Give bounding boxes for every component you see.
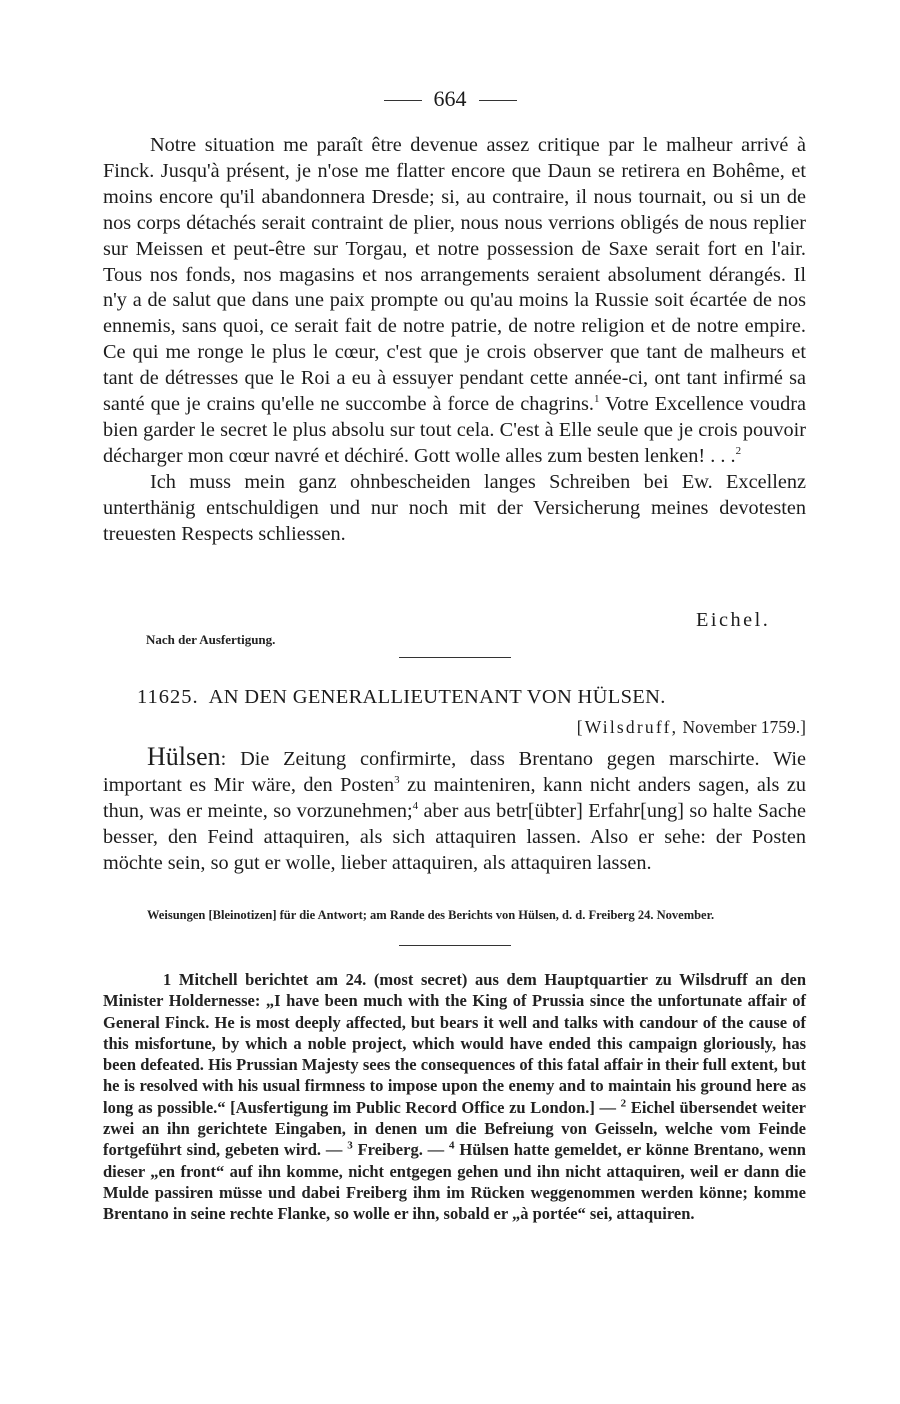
letter-body: [103, 133, 806, 548]
instruction-note: Weisungen [Bleinotizen] für die Antwort; am Rande des Berichts von Hülsen, d. d. Freiberg 24. November.: [147, 908, 715, 922]
document-heading: [137, 686, 666, 709]
footnote-3: Freiberg. —: [352, 1140, 450, 1160]
dateline: [577, 717, 806, 738]
footnote-mark: 4: [412, 800, 419, 813]
document-number: 11625.: [137, 686, 199, 708]
footnote-1: Mitchell berichtet am 24. (most secret) aus dem Hauptquartier zu Wilsdruff an den Minister Holdernesse: „I have been much with the King of Prussia since the unfortunate affair of General Finck. He is most deeply affected, but bears it well and talks with candour of the cause of this misfortune, by which a noble project, which would have ended this campaign gloriously, has been defeated. His Prussian Majesty sees the consequences of this fatal affair in their full extent, but he is resolved with his usual firmness to impose upon the enemy and to maintain his ground here as long as possible.“ [Ausfertigung im Public Record Office zu London.] —: [103, 970, 806, 1117]
page-number: 664: [433, 86, 467, 111]
header-dash-right: [479, 100, 517, 101]
page-header: [0, 86, 900, 112]
footnote-number: 3: [347, 1139, 353, 1152]
signature: Eichel.: [696, 609, 771, 631]
footnote-number: 4: [449, 1139, 455, 1152]
footnote-mark: 3: [394, 774, 400, 787]
document-text: Hülsen: Die Zeitung confirmirte, dass Brentano gegen marschirte. Wie important es Mir wäre, den Posten$^3$ zu mainteniren, kann nicht anders sagen, als zu thun, was er meinte, so vorzunehmen;$^4$ aber aus betr[übter] Erfahr[ung] so halte Sache besser, den Feind attaquiren, als sich attaquiren lassen. Also er sehe: der Posten möchte sein, so gut er wolle, lieber attaquiren, als attaquiren lassen.: [103, 742, 807, 874]
document-title: AN DEN GENERALLIEUTENANT VON HÜLSEN.: [208, 686, 666, 708]
header-dash-left: [384, 100, 422, 101]
letter-paragraph-1: Notre situation me paraît être devenue assez critique par le malheur arrivé à Finck. Jusqu'à présent, je n'ose me flatter encore que Daun se retirera en Bohême, et moins encore qu'il abandonnera Dresde; si, au contraire, il nous tournait, ou si un de nos corps détachés serait contraint de plier, nous nous verrions obligés de nous replier sur Meissen et peut-être sur Torgau, et notre possession de Saxe serait fort en l'air. Tous nos fonds, nos magasins et nos arrangements seraient absolument dérangés. Il n'y a de salut que dans une paix prompte ou qu'au moins la Russie soit écartée de nos ennemis, sans quoi, ce serait fait de notre patrie, de notre religion et de notre empire. Ce qui me ronge le plus le cœur, c'est que je crois observer que tant de malheurs et tant de détresses que le Roi a eu à essuyer pendant cette année-ci, ont tant infirmé sa santé que je crains qu'elle ne succombe à force de chagrins.$^1$ Votre Excellence voudra bien garder le secret le plus absolu sur tout cela. C'est à Elle seule que je crois pouvoir décharger mon cœur navré et déchiré. Gott wolle alles zum besten lenken! . . .$^2$: [103, 134, 806, 467]
footnote-number: 2: [620, 1097, 627, 1110]
source-note: Nach der Ausfertigung.: [146, 632, 276, 647]
footnotes: [103, 969, 806, 1225]
footnote-mark: 2: [735, 445, 742, 458]
footnote-mark: 1: [594, 393, 600, 406]
footnote-divider: [399, 945, 511, 946]
dateline-place: [Wilsdruff,: [576, 717, 679, 737]
footnote-number: 1: [163, 970, 172, 989]
dateline-date: November 1759.]: [682, 717, 806, 737]
section-divider: [399, 657, 511, 658]
addressee: Hülsen: [147, 742, 221, 771]
letter-paragraph-2: Ich muss mein ganz ohnbescheiden langes Schreiben bei Ew. Excellenz unterthänig entschuldigen und nur noch mit der Versicherung meines devotesten treuesten Respects schliessen.: [103, 470, 806, 545]
document-body: [103, 744, 806, 876]
footnote-4: Hülsen hatte gemeldet, er könne Brentano, wenn dieser „en front“ auf ihn komme, nicht entgegen gehen und ihn nicht attaquiren, weil er dann die Mulde passiren müsse und dabei Freiberg ihm im Rücken weggenommen werden könne; komme Brentano in seine rechte Flanke, so wolle er ihn, sobald er „à portée“ sei, attaquiren.: [103, 1140, 806, 1224]
footnote-2: Eichel übersendet weiter zwei an ihn gerichtete Eingaben, in denen um die Befreiung von Geisseln, welche vom Feinde fortgeführt sind, gebeten wird. —: [103, 1097, 806, 1160]
